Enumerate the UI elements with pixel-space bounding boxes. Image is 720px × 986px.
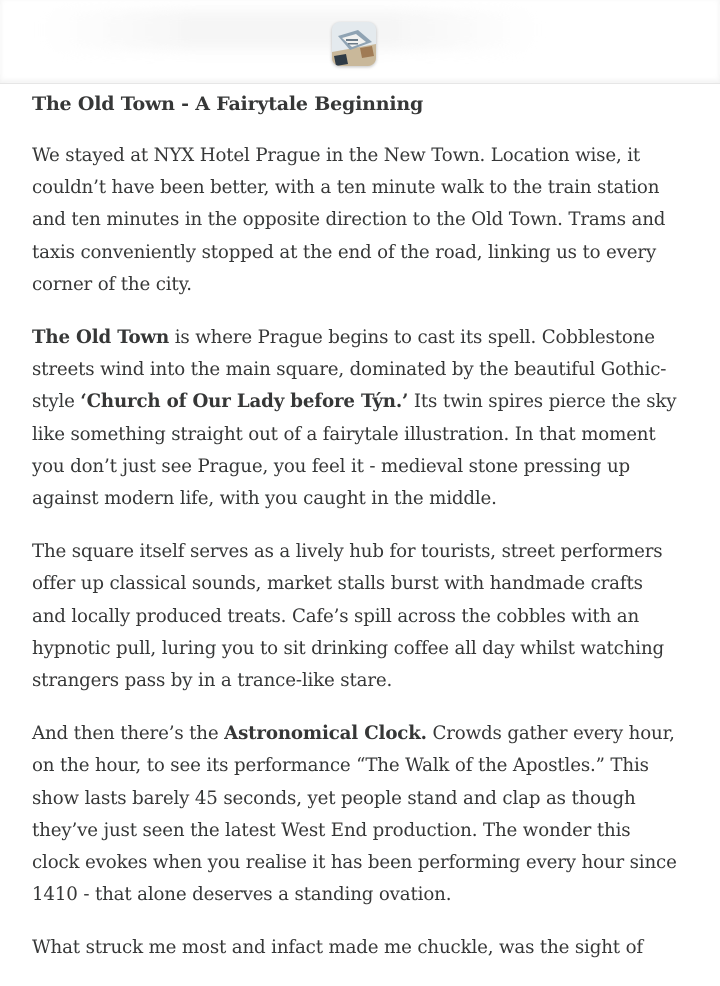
- article-body: [32, 88, 682, 986]
- paragraph-truncated: What struck me most and infact made me chuckle, was the sight of: [32, 937, 643, 959]
- top-bar-blurred-title: [40, 10, 540, 50]
- paragraph-text: Crowds gather every hour, on the hour, to see its performance “The Walk of the Apostles.” This show lasts barely 45 seconds, yet people stand and clap as though they’ve just seen the latest West End production. The wonder this clock evokes when you realise it has been performing every hour since 1410 - that alone deserves a standing ovation.: [32, 723, 677, 906]
- paragraph-old-town: [32, 322, 682, 515]
- bold-astronomical-clock: Astronomical Clock.: [224, 723, 427, 745]
- publication-logo-photo-icon[interactable]: [332, 22, 376, 66]
- paragraph-text: is where Prague begins to cast its spell. Cobblestone streets wind into the main square, dominated by the beautiful Gothic-style: [32, 327, 667, 413]
- paragraph-text: Its twin spires pierce the sky like something straight out of a fairytale illustration. In that moment you don’t just see Prague, you feel it - medieval stone pressing up against modern life, with you caught in the middle.: [32, 391, 677, 510]
- bold-old-town: The Old Town: [32, 327, 170, 349]
- paragraph-clock: [32, 718, 682, 911]
- paragraph-text: And then there’s the: [32, 723, 225, 745]
- top-bar: [0, 0, 720, 84]
- section-heading: The Old Town - A Fairytale Beginning: [32, 93, 424, 115]
- paragraph-hotel: We stayed at NYX Hotel Prague in the New Town. Location wise, it couldn’t have been better, with a ten minute walk to the train station and ten minutes in the opposite direction to the Old Town. Trams and taxis conveniently stopped at the end of the road, linking us to every corner of the city.: [32, 145, 666, 295]
- paragraph-square: The square itself serves as a lively hub for tourists, street performers offer up classical sounds, market stalls burst with handmade crafts and locally produced treats. Cafe’s spill across the cobbles with an hypnotic pull, luring you to sit drinking coffee all day whilst watching strangers pass by in a trance-like stare.: [32, 541, 664, 692]
- bold-church-name: ‘Church of Our Lady before Týn.’: [80, 391, 409, 413]
